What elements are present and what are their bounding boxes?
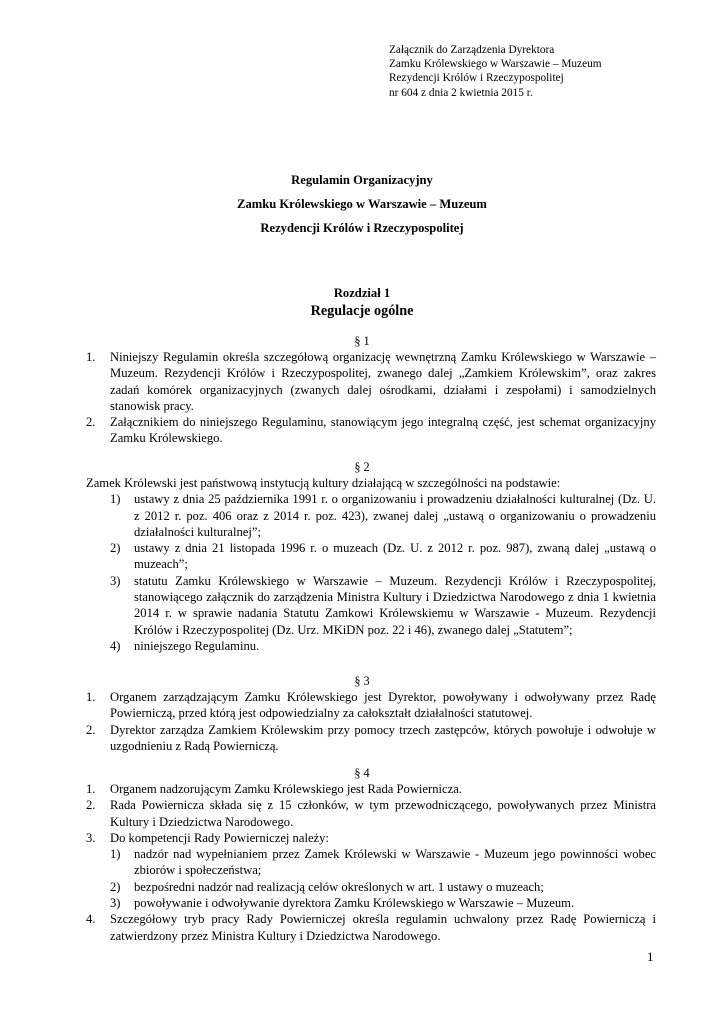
item-number: 1.	[86, 690, 96, 704]
item-number: 4)	[110, 638, 121, 653]
item-text: Do kompetencji Rady Powierniczej należy:	[110, 830, 329, 845]
annex-line: Rezydencji Królów i Rzeczypospolitej	[389, 72, 564, 85]
section-4-body	[86, 781, 656, 944]
item-text: statutu Zamku Królewskiego w Warszawie – Muzeum. Rezydencji Królów i Rzeczypospolitej, stanowiącego załącznik do zarządzenia Ministra Kultury i Dziedzictwa Narodowego z dnia 1 kwietnia 2014 r. w sprawie nadania Statutu Zamkowi Królewskiemu w Warszawie - Muzeum. Rezydencji Królów i Rzeczypospolitej (Dz. Urz. MKiDN poz. 22 i 46), zwanego dalej „Statutem”;	[134, 573, 656, 637]
chapter-number: Rozdział 1	[333, 286, 391, 300]
item-text: ustawy z dnia 21 listopada 1996 r. o muzeach (Dz. U. z 2012 r. poz. 987), zwaną dalej „ustawą o muzeach”;	[134, 541, 656, 572]
section-1-body	[86, 349, 656, 447]
item-number: 3)	[110, 573, 121, 588]
item-text: Dyrektor zarządza Zamkiem Królewskim przy pomocy trzech zastępców, których powołuje i odwołuje w uzgodnieniu z Radą Powierniczą.	[110, 722, 656, 753]
section-intro: Zamek Królewski jest państwową instytucją kultury działającą w szczególności na podstawie:	[86, 476, 561, 490]
numbered-item	[86, 911, 656, 944]
list-item	[86, 879, 656, 895]
item-number: 2)	[110, 879, 121, 894]
section-sign: § 1	[354, 334, 370, 348]
item-text: Organem zarządzającym Zamku Królewskiego jest Dyrektor, powoływany i odwoływany przez Radę Powierniczą, przed którą jest odpowiedzialny za całokształt działalności statutowej.	[110, 690, 656, 721]
item-text: nadzór nad wypełnianiem przez Zamek Królewski w Warszawie - Muzeum jego powinności wobec zbiorów i społeczeństwa;	[134, 847, 656, 878]
numbered-item	[86, 414, 656, 447]
item-text: bezpośredni nadzór nad realizacją celów określonych w art. 1 ustawy o muzeach;	[134, 879, 544, 894]
item-number: 2)	[110, 541, 121, 556]
item-number: 2.	[86, 415, 96, 430]
chapter-title: Regulacje ogólne	[310, 303, 414, 319]
numbered-item	[86, 689, 656, 722]
section-3-body	[86, 689, 656, 754]
item-text: ustawy z dnia 25 października 1991 r. o organizowaniu i prowadzeniu działalności kulturalnej (Dz. U. z 2012 r. poz. 406 oraz z 2014 r. poz. 423), zwanej dalej „ustawą o organizowaniu o prowadzeniu działalności kulturalnej”;	[134, 492, 656, 539]
item-text: niniejszego Regulaminu.	[134, 638, 260, 653]
annex-line: Zamku Królewskiego w Warszawie – Muzeum	[389, 58, 602, 71]
item-text: Niniejszy Regulamin określa szczegółową organizację wewnętrzną Zamku Królewskiego w Warszawie – Muzeum. Rezydencji Królów i Rzeczypospolitej, zwanego dalej „Zamkiem Królewskim”, oraz zakres zadań komórek organizacyjnych (zwanych dalej ośrodkami, działami i zespołami) i samodzielnych stanowisk pracy.	[110, 350, 656, 413]
annex-line: nr 604 z dnia 2 kwietnia 2015 r.	[389, 86, 533, 99]
document-title-line: Zamku Królewskiego w Warszawie – Muzeum	[237, 197, 487, 211]
numbered-item	[86, 781, 656, 797]
item-number: 4.	[86, 912, 96, 927]
list-item	[86, 491, 656, 540]
list-item	[86, 846, 656, 879]
item-text: Szczegółowy tryb pracy Rady Powierniczej określa regulamin uchwalony przez Radę Powierniczą i zatwierdzony przez Ministra Kultury i Dziedzictwa Narodowego.	[110, 912, 656, 943]
page-number: 1	[647, 949, 654, 964]
annex-line: Załącznik do Zarządzenia Dyrektora	[389, 44, 555, 56]
item-number: 3)	[110, 896, 121, 911]
document-title-line: Rezydencji Królów i Rzeczypospolitej	[260, 221, 464, 235]
item-number: 1)	[110, 492, 121, 507]
section-sign: § 3	[354, 674, 370, 688]
list-item	[86, 573, 656, 638]
numbered-item	[86, 722, 656, 755]
item-number: 2.	[86, 722, 96, 737]
item-text: Załącznikiem do niniejszego Regulaminu, stanowiącym jego integralną część, jest schemat organizacyjny Zamku Królewskiego.	[110, 415, 656, 446]
list-item	[86, 895, 656, 911]
numbered-item	[86, 797, 656, 830]
item-text: Organem nadzorującym Zamku Królewskiego jest Rada Powiernicza.	[110, 782, 462, 796]
section-sign: § 2	[354, 460, 370, 474]
annex-note	[389, 43, 602, 100]
item-number: 1.	[86, 782, 96, 796]
item-text: powoływanie i odwoływanie dyrektora Zamku Królewskiego w Warszawie – Muzeum.	[134, 896, 575, 911]
item-number: 3.	[86, 830, 96, 845]
section-2-body	[86, 475, 656, 654]
item-number: 1.	[86, 350, 96, 364]
item-number: 2.	[86, 798, 96, 813]
item-text: Rada Powiernicza składa się z 15 członków, w tym przewodniczącego, powoływanych przez Ministra Kultury i Dziedzictwa Narodowego.	[110, 798, 656, 829]
item-number: 1)	[110, 847, 121, 862]
list-item	[86, 638, 656, 654]
numbered-item	[86, 830, 656, 846]
list-item	[86, 540, 656, 573]
numbered-item	[86, 349, 656, 414]
document-title-line: Regulamin Organizacyjny	[291, 173, 433, 187]
section-sign: § 4	[354, 766, 370, 780]
